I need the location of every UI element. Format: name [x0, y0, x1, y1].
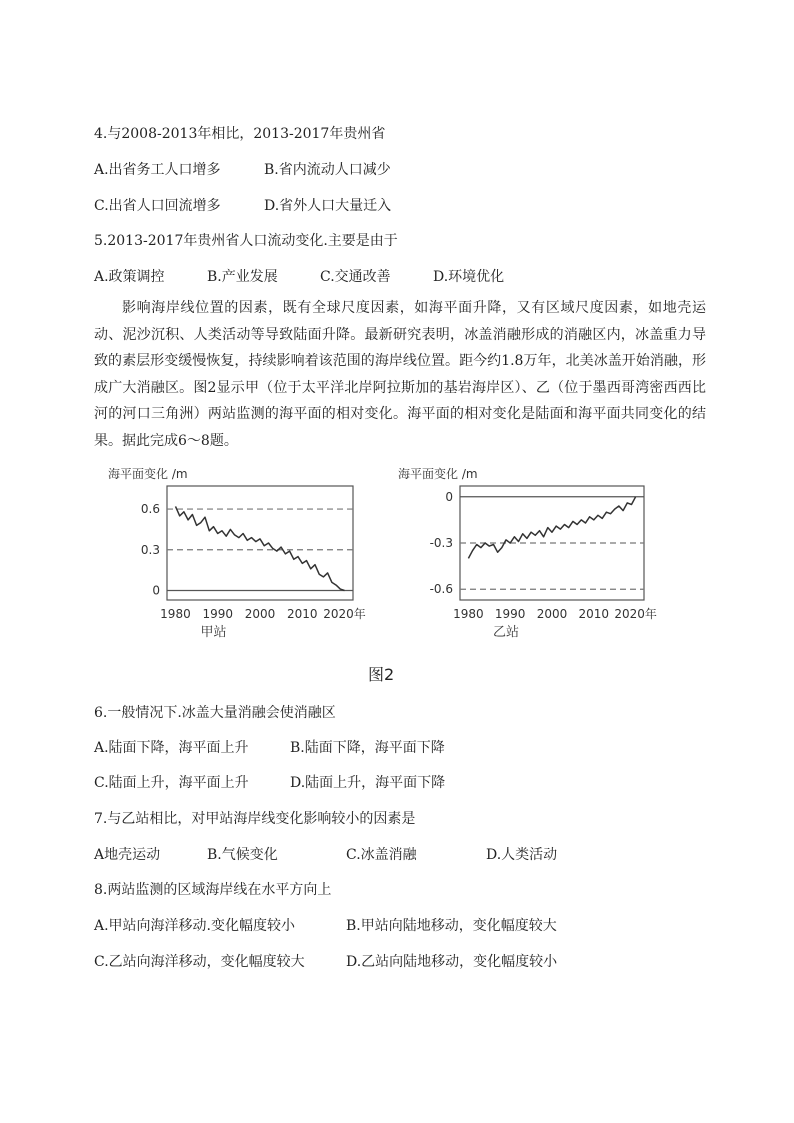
x-tick-label: 2000	[244, 607, 276, 621]
question-8-option-d: D.乙站向陆地移动，变化幅度较小	[346, 954, 558, 970]
question-8-option-a: A.甲站向海洋移动.变化幅度较小	[94, 918, 296, 934]
question-8-stem: 8.两站监测的区域海岸线在水平方向上	[94, 882, 332, 898]
y-tick-label: 0.6	[140, 502, 160, 517]
y-tick-label: 0	[152, 583, 160, 598]
y-axis-label: 海平面变化 /m	[398, 467, 478, 481]
x-tick-label: 1980	[160, 607, 191, 621]
figure-caption: 图2	[368, 665, 395, 684]
chart-title: 甲站	[200, 625, 227, 640]
series-line	[468, 497, 635, 559]
question-4-option-d: D.省外人口大量迁入	[264, 198, 392, 214]
question-7-option-b: B.气候变化	[207, 847, 278, 863]
question-5-option-b: B.产业发展	[207, 269, 278, 285]
x-tick-label: 2010	[286, 607, 318, 621]
plot-frame	[167, 486, 353, 600]
question-6-option-d: D.陆面上升，海平面下降	[290, 775, 446, 791]
question-4-option-b: B.省内流动人口减少	[264, 162, 391, 178]
chart-station-yi	[398, 466, 657, 640]
x-tick-label: 2000	[536, 607, 568, 621]
question-5-option-a: A.政策调控	[94, 269, 165, 285]
question-4-option-c: C.出省人口回流增多	[94, 198, 221, 214]
y-tick-label: 0.3	[140, 542, 160, 557]
question-7-option-c: C.冰盖消融	[346, 847, 417, 863]
question-5-option-d: D.环境优化	[433, 269, 505, 285]
x-tick-label: 2010	[578, 607, 610, 621]
question-7-stem: 7.与乙站相比，对甲站海岸线变化影响较小的因素是	[94, 811, 416, 827]
question-6-option-c: C.陆面上升，海平面上升	[94, 775, 249, 791]
question-5-option-c: C.交通改善	[320, 269, 391, 285]
y-axis-label: 海平面变化 /m	[108, 467, 188, 481]
chart-station-jia	[108, 466, 366, 640]
y-tick-label: -0.6	[429, 582, 453, 597]
figure-2	[0, 462, 794, 662]
series-line	[176, 506, 345, 590]
x-tick-label: 2020年	[614, 607, 657, 621]
question-6-option-a: A.陆面下降，海平面上升	[94, 740, 249, 756]
x-tick-label: 1980	[453, 607, 484, 621]
question-5-stem: 5.2013-2017年贵州省人口流动变化.主要是由于	[94, 233, 398, 249]
question-7-option-a: A地壳运动	[94, 847, 161, 863]
x-tick-label: 2020年	[323, 607, 366, 621]
x-tick-label: 1990	[202, 607, 234, 621]
chart-title: 乙站	[492, 625, 520, 640]
question-6-stem: 6.一般情况下.冰盖大量消融会使消融区	[94, 705, 336, 721]
y-tick-label: 0	[445, 489, 453, 504]
question-4-option-a: A.出省务工人口增多	[94, 162, 221, 178]
question-7-option-d: D.人类活动	[486, 847, 558, 863]
question-8-option-c: C.乙站向海洋移动，变化幅度较大	[94, 954, 305, 970]
question-6-option-b: B.陆面下降，海平面下降	[290, 740, 445, 756]
x-tick-label: 1990	[494, 607, 526, 621]
y-tick-label: -0.3	[429, 536, 453, 550]
question-8-option-b: B.甲站向陆地移动，变化幅度较大	[346, 918, 557, 934]
passage-text: 影响海岸线位置的因素，既有全球尺度因素，如海平面升降，又有区域尺度因素，如地壳运动、泥沙沉积、人类活动等导致陆面升降。最新研究表明，冰盖消融形成的消融区内，冰盖重力导致的素层形变缓慢恢复，持续影响着该范围的海岸线位置。距今约1.8万年，北美冰盖开始消融，形成广大消融区。图2显示甲（位于太平洋北岸阿拉斯加的基岩海岸区）、乙（位于墨西哥湾密西西比河的河口三角洲）两站监测的海平面的相对变化。海平面的相对变化是陆面和海平面共同变化的结果。据此完成6～8题。	[94, 300, 706, 449]
question-4-stem: 4.与2008-2013年相比，2013-2017年贵州省	[94, 126, 386, 142]
